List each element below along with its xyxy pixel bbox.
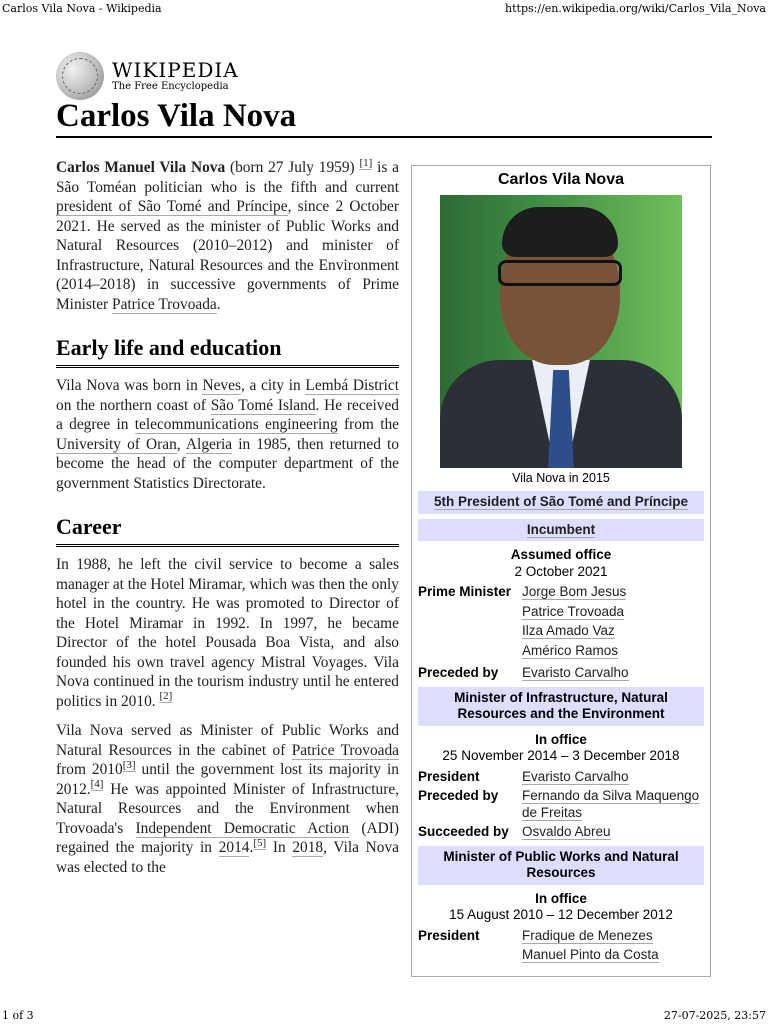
body-text: .	[249, 839, 254, 856]
body-text: (ADI) regained the majority in	[56, 819, 399, 856]
intro-text: .	[216, 295, 221, 313]
link-2018[interactable]: 2018	[292, 839, 324, 856]
link-patrice-trovoada[interactable]: Patrice Trovoada	[291, 741, 399, 759]
office-title: Minister of Public Works and Natural Resources	[443, 848, 679, 880]
row-label: President	[418, 927, 480, 943]
article-body	[56, 158, 399, 887]
photo-caption: Vila Nova in 2015	[512, 470, 610, 485]
office-title: Minister of Infrastructure, Natural Resources and the Environment	[454, 689, 668, 721]
infobox-title: Carlos Vila Nova	[498, 171, 624, 188]
preceded-by-row	[418, 788, 704, 821]
link-2014[interactable]: 2014	[218, 839, 250, 856]
print-timestamp: 27-07-2025, 23:57	[663, 1009, 766, 1022]
term-dates: 25 November 2014 – 3 December 2018	[442, 748, 680, 763]
intro-paragraph	[56, 158, 399, 314]
ref-link[interactable]: [5]	[253, 836, 267, 849]
wikipedia-globe-icon	[56, 52, 104, 100]
succeeded-by-row	[418, 824, 704, 841]
row-label: Preceded by	[418, 665, 499, 680]
link-neves[interactable]: Neves	[202, 377, 241, 394]
wikipedia-tagline: The Free Encyclopedia	[112, 81, 229, 92]
row-label: Prime Minister	[418, 584, 512, 599]
print-header-url: https://en.wikipedia.org/wiki/Carlos_Vila_Nova	[505, 2, 766, 15]
link-sao-tome-island[interactable]: São Tomé Island	[210, 396, 316, 414]
link-lemba-district[interactable]: Lembá District	[305, 377, 400, 394]
portrait-photo[interactable]	[440, 195, 682, 468]
in-office-label: In office	[535, 890, 587, 906]
president-row	[418, 769, 704, 786]
link-president[interactable]: president of São Tomé and Príncipe	[56, 198, 288, 215]
link-telecommunications[interactable]: telecommunications engineering	[134, 416, 338, 433]
president-row	[418, 928, 704, 967]
print-header	[0, 2, 768, 15]
body-text: In 1988, he left the civil service to become a sales manager at the Hotel Miramar, which was then the only hotel in the country. He was promoted to Director of the Hotel Miramar in 1992. In 1997, he became Director of the hotel Pousada Boa Vista, and also founded his own travel agency Mistral Voyages. Vila Nova continued in the tourism industry until he entered politics in 2010.	[56, 556, 399, 710]
row-label: President	[418, 768, 480, 784]
link-algeria[interactable]: Algeria	[185, 435, 233, 453]
link-incumbent[interactable]: Incumbent	[526, 521, 596, 537]
link-prime-minister[interactable]: Jorge Bom Jesus	[522, 584, 627, 599]
ref-link[interactable]: [2]	[159, 690, 173, 703]
ref-link[interactable]: [3]	[122, 758, 136, 771]
intro-text: (born 27 July 1959)	[225, 159, 360, 176]
infobox	[411, 165, 711, 977]
early-life-paragraph	[56, 376, 399, 493]
office-header-infrastructure	[418, 687, 704, 726]
wikipedia-wordmark: WIKIPEDIA	[112, 58, 239, 82]
link-prime-minister[interactable]: Patrice Trovoada	[522, 603, 625, 619]
link-prime-minister[interactable]: Américo Ramos	[522, 642, 619, 658]
career-paragraph-1	[56, 555, 399, 711]
body-text: until the government lost its majority in 2012.	[56, 761, 399, 798]
row-label: Preceded by	[418, 788, 499, 803]
ref-link[interactable]: [1]	[359, 156, 373, 169]
prime-minister-row	[418, 584, 704, 662]
row-label: Succeeded by	[418, 824, 509, 839]
intro-text: is a São Toméan politician who is the fifth and current	[56, 159, 399, 196]
preceded-by-row	[418, 665, 704, 682]
body-text: Vila Nova was born in	[56, 377, 203, 394]
link-president-name[interactable]: Manuel Pinto da Costa	[522, 947, 659, 962]
section-heading-early-life: Early life and education	[56, 334, 399, 368]
term-dates: 15 August 2010 – 12 December 2012	[449, 907, 673, 922]
section-heading-career: Career	[56, 513, 399, 547]
incumbent-badge	[418, 519, 704, 542]
body-text: , a city in	[240, 377, 306, 394]
body-text: from 2010	[56, 761, 123, 778]
career-paragraph-2	[56, 721, 399, 877]
wikipedia-logo[interactable]	[56, 52, 239, 100]
body-text: He was appointed Minister of Infrastructure, Natural Resources and the Environment when Trovoada's	[56, 780, 399, 837]
link-predecessor[interactable]: Evaristo Carvalho	[522, 665, 629, 680]
subject-name: Carlos Manuel Vila Nova	[56, 159, 226, 176]
office-header-public-works	[418, 846, 704, 885]
link-university-of-oran[interactable]: University of Oran	[56, 435, 177, 453]
link-president-name[interactable]: Fradique de Menezes	[522, 927, 653, 943]
link-successor[interactable]: Osvaldo Abreu	[522, 824, 611, 839]
link-patrice-trovoada[interactable]: Patrice Trovoada	[112, 295, 217, 313]
assumed-office-label: Assumed office	[510, 547, 612, 562]
in-office-label: In office	[535, 731, 587, 747]
body-text: from the	[337, 416, 399, 433]
office-header-president	[418, 491, 704, 514]
ref-link[interactable]: [4]	[90, 778, 104, 791]
intro-text: , since 2 October 2021. He served as the minister of Public Works and Natural Resources (2010–2012) and minister of Infrastructure, Natural Resources and the Environment (2014–2018) in successive governments of Prime Minister	[56, 198, 400, 313]
body-text: In	[266, 839, 293, 856]
page-counter: 1 of 3	[2, 1009, 34, 1022]
assumed-office-value: 2 October 2021	[514, 563, 608, 579]
print-footer	[0, 1009, 768, 1022]
body-text: in 1985, then returned to become the head of the computer department of the government Statistics Directorate.	[56, 435, 399, 492]
link-predecessor[interactable]: Fernando da Silva Maquengo de Freitas	[522, 788, 700, 820]
body-text: , Vila Nova was elected to the	[56, 839, 399, 876]
body-text: Vila Nova served as Minister of Public Works and Natural Resources in the cabinet of	[56, 722, 399, 759]
link-office-president[interactable]: 5th President of São Tomé and Príncipe	[433, 494, 689, 509]
page-title: Carlos Vila Nova	[56, 96, 712, 138]
link-adi[interactable]: Independent Democratic Action	[135, 819, 350, 837]
link-president-name[interactable]: Evaristo Carvalho	[522, 768, 629, 784]
body-text: . He received a degree in	[56, 396, 399, 433]
body-text: on the northern coast of	[56, 396, 211, 414]
print-header-title: Carlos Vila Nova - Wikipedia	[2, 2, 162, 15]
link-prime-minister[interactable]: Ilza Amado Vaz	[522, 623, 615, 638]
body-text: ,	[176, 435, 186, 453]
